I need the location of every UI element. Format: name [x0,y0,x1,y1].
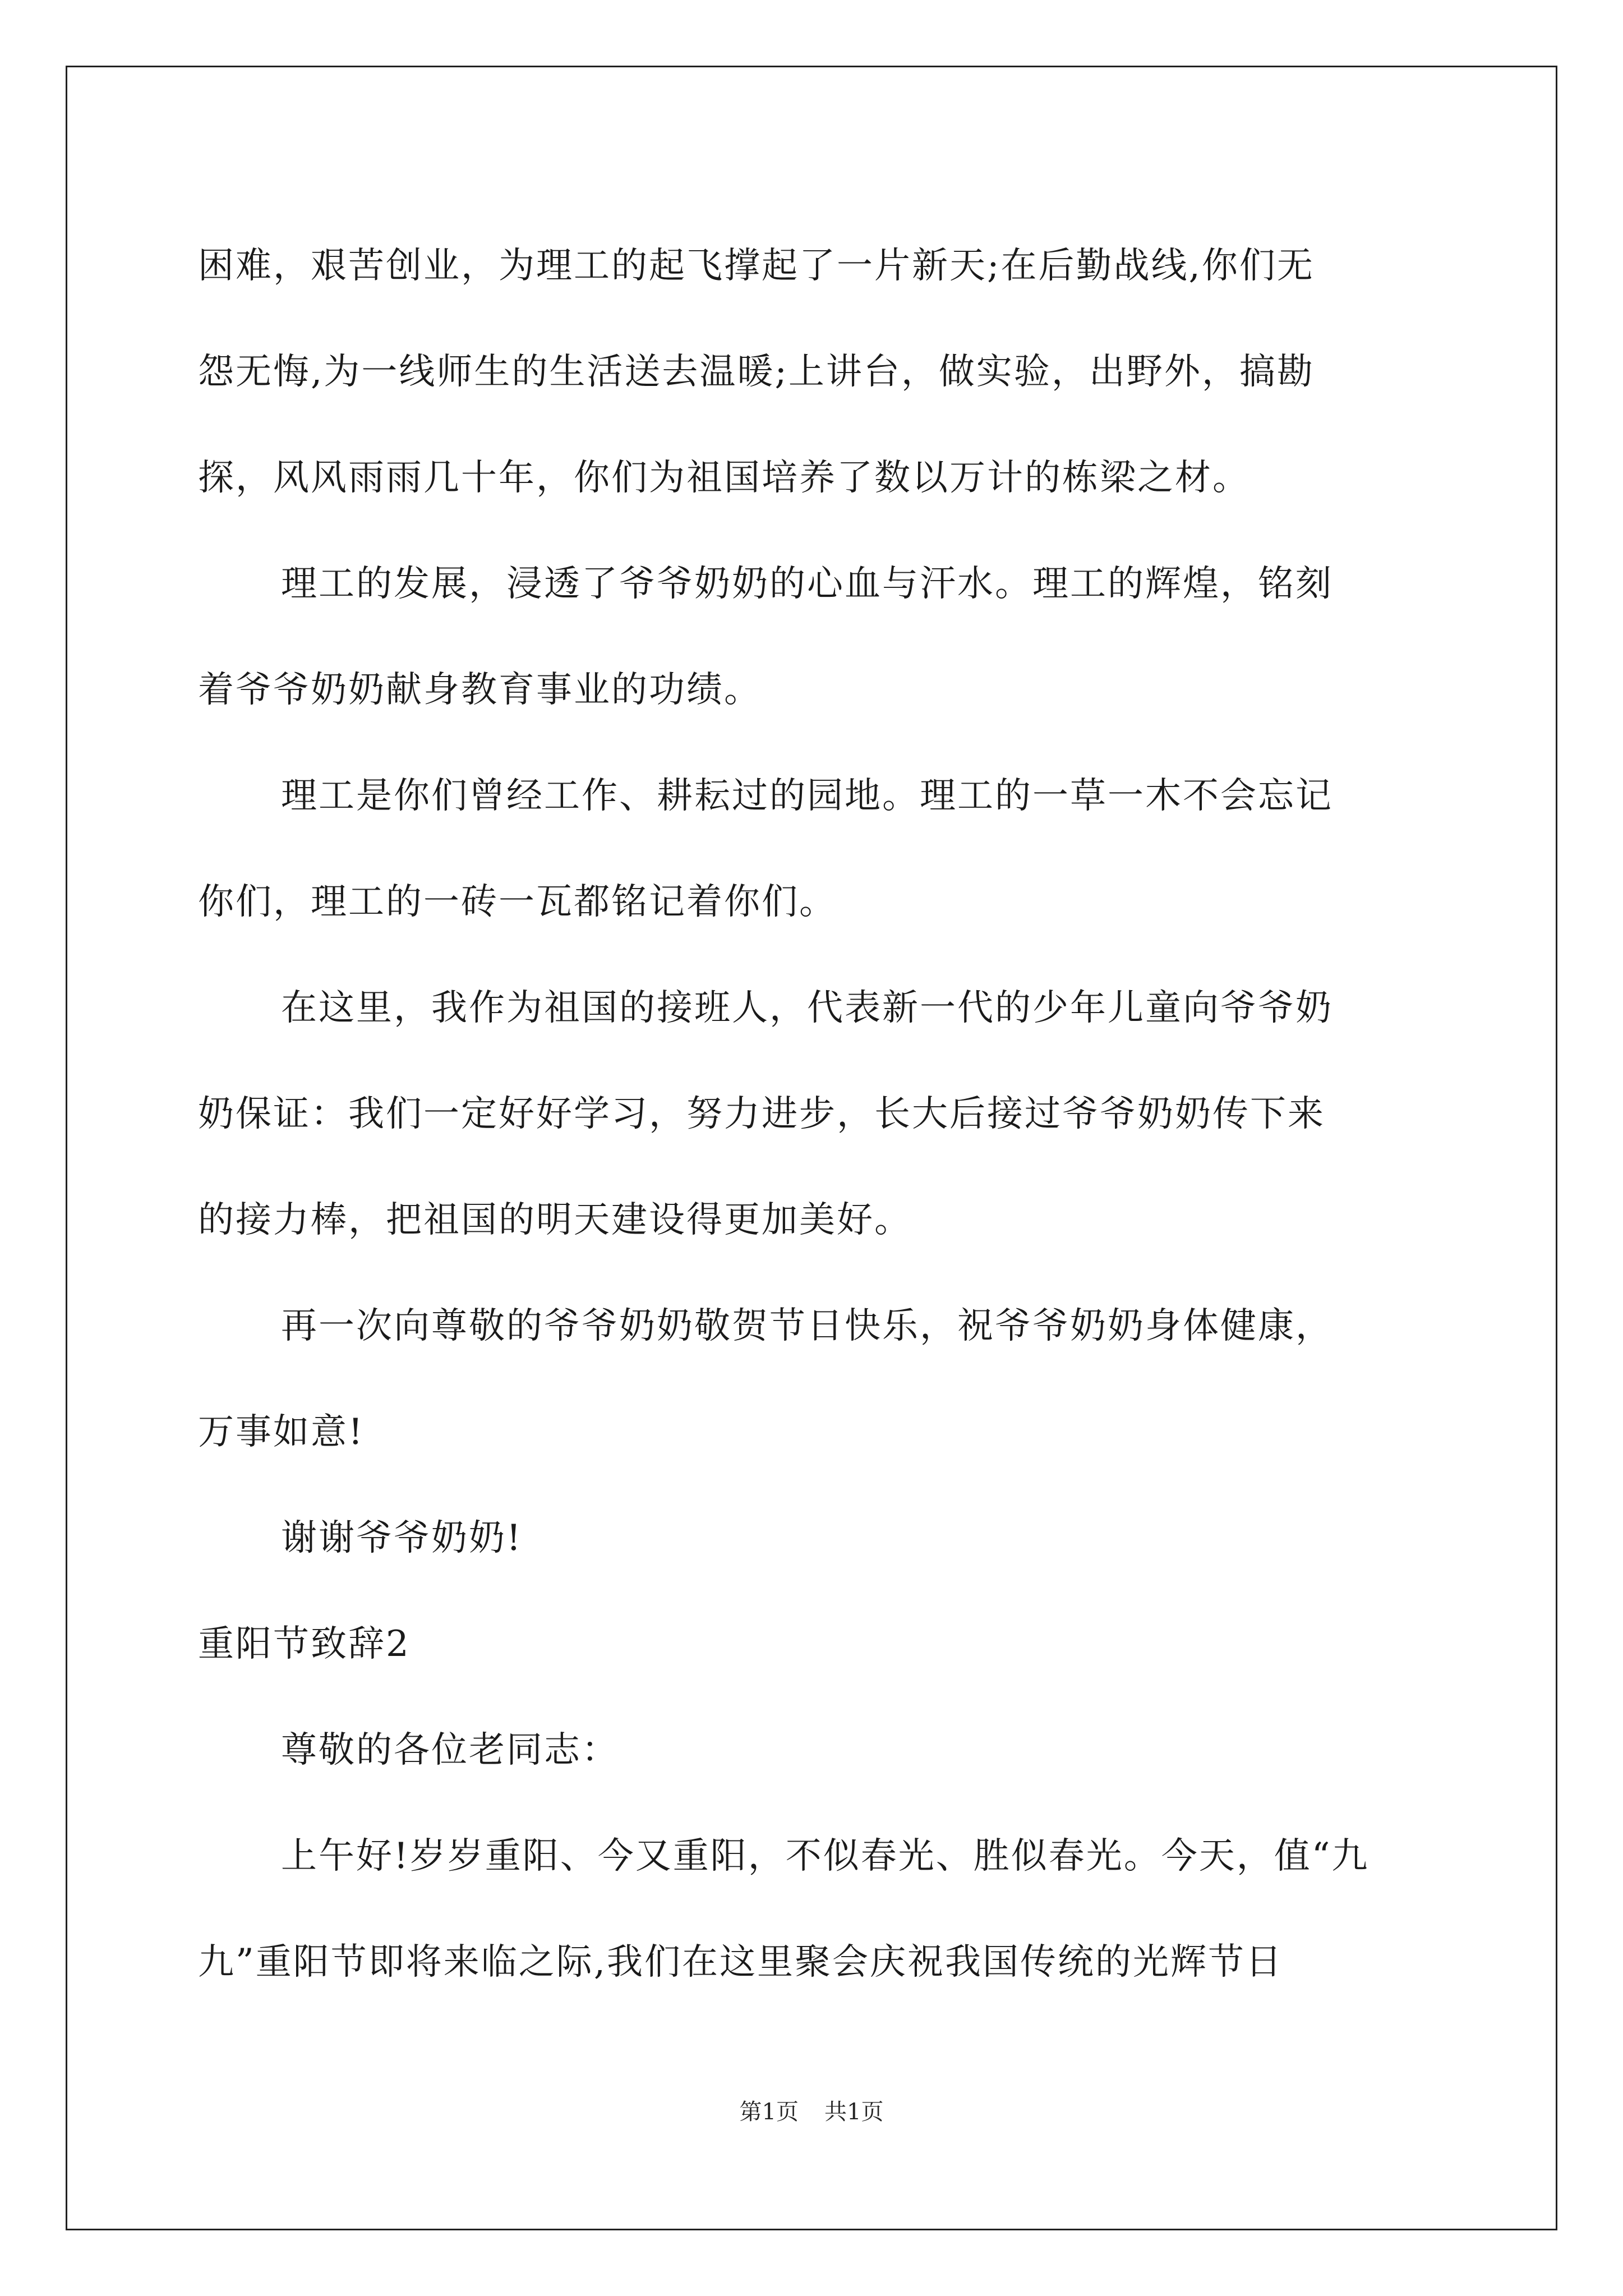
paragraph-start-line: 理工的发展，浸透了爷爷奶奶的心血与汗水。理工的辉煌，铭刻 [281,563,1333,605]
paragraph-start-line: 理工是你们曾经工作、耕耘过的园地。理工的一草一木不会忘记 [281,775,1333,817]
text-line: 困难，艰苦创业，为理工的起飞撑起了一片新天;在后勤战线,你们无 [198,245,1315,287]
document-body [198,213,1449,2016]
page-footer [0,2095,1623,2129]
page-total: 共1页 [824,2099,884,2125]
salutation-line: 尊敬的各位老同志： [281,1729,619,1771]
paragraph-start-line: 在这里，我作为祖国的接班人，代表新一代的少年儿童向爷爷奶 [281,987,1333,1029]
text-line: 着爷爷奶奶献身教育事业的功绩。 [198,669,762,711]
text-line: 的接力棒，把祖国的明天建设得更加美好。 [198,1199,912,1241]
paragraph-start-line: 再一次向尊敬的爷爷奶奶敬贺节日快乐，祝爷爷奶奶身体健康， [281,1305,1333,1347]
text-line: 探，风风雨雨几十年，你们为祖国培养了数以万计的栋梁之材。 [198,457,1250,499]
paragraph-start-line: 谢谢爷爷奶奶! [281,1517,523,1559]
text-line: 怨无悔,为一线师生的生活送去温暖;上讲台，做实验，出野外，搞勘 [198,351,1315,393]
section-heading: 重阳节致辞2 [198,1623,411,1665]
page-number: 第1页 [739,2099,799,2125]
text-line: 九”重阳节即将来临之际,我们在这里聚会庆祝我国传统的光辉节日 [198,1941,1284,1983]
text-line: 你们，理工的一砖一瓦都铭记着你们。 [198,881,837,923]
text-line: 奶保证：我们一定好好学习，努力进步，长大后接过爷爷奶奶传下来 [198,1093,1325,1135]
paragraph-start-line: 上午好!岁岁重阳、今又重阳，不似春光、胜似春光。今天，值“九 [281,1835,1370,1877]
text-line: 万事如意! [198,1411,365,1453]
